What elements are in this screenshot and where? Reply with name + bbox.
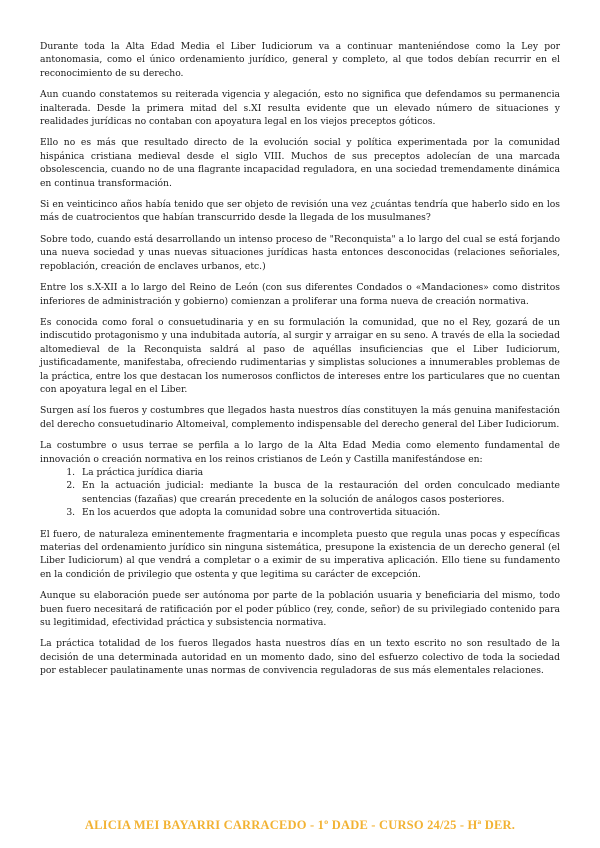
paragraph: Es conocida como foral o consuetudinaria y en su formulación la comunidad, que no el Rey, gozará de un indiscutido protagonismo y una indubitada autoría, al surgir y arraigar en su seno. A través de ella la sociedad altomedieval de la Reconquista saldrá al paso de aquéllas insuficiencias que el Liber Iudiciorum, justificadamente, manifestaba, ofreciendo rudimentarias y simplistas soluciones a innumerables problemas de la práctica, entre los que destacan los numerosos conflictos de intereses entre los particulares que no cuentan con apoyatura legal en el Liber. bbox=[40, 316, 560, 395]
paragraph: Si en veinticinco años había tenido que ser objeto de revisión una vez ¿cuántas tendría que haberlo sido en los más de cuatrocientos que habían transcurrido desde la llegada de los musulmanes? bbox=[40, 199, 560, 224]
paragraph: Aunque su elaboración puede ser autónoma por parte de la población usuaria y beneficiaria del mismo, todo buen fuero necesitará de ratificación por el poder público (rey, conde, señor) de su privilegiado contenido para su legitimidad, efectividad práctica y subsistencia normativa. bbox=[40, 590, 560, 629]
paragraph: Surgen así los fueros y costumbres que llegados hasta nuestros días constituyen la más genuina manifestación del derecho consuetudinario Altomeival, complemento indispensable del derecho general del Liber Iudiciorum. bbox=[40, 405, 560, 430]
paragraph: El fuero, de naturaleza eminentemente fragmentaria e incompleta puesto que regula unas pocas y específicas materias del ordenamiento jurídico sin ninguna sistemática, presupone la existencia de un derecho general (el Liber Iudiciorum) al que vendrá a completar o a eximir de su imperativa aplicación. Ello tiene su fundamento en la condición de privilegio que ostenta y que legitima su carácter de excepción. bbox=[40, 528, 560, 580]
paragraph: Durante toda la Alta Edad Media el Liber Iudiciorum va a continuar manteniéndose como la Ley por antonomasia, como el único ordenamiento jurídico, general y completo, al que todos debían recurrir en el reconocimiento de su derecho. bbox=[40, 41, 560, 79]
list-item: 3. En los acuerdos que adopta la comunidad sobre una controvertida situación. bbox=[78, 506, 560, 519]
numbered-list bbox=[40, 466, 560, 520]
paragraph: La práctica totalidad de los fueros llegados hasta nuestros días en un texto escrito no son resultado de la decisión de una determinada autoridad en un momento dado, sino del esfuerzo colectivo de toda la sociedad por establecer paulatinamente unas normas de convivencia reguladoras de sus más elementales relaciones. bbox=[40, 638, 560, 677]
paragraph: Sobre todo, cuando está desarrollando un intenso proceso de "Reconquista" a lo largo del cual se está forjando una nueva sociedad y unas nuevas situaciones jurídicas hasta entonces desconocidas (relaciones señoriales, repoblación, creación de enclaves urbanos, etc.) bbox=[40, 233, 560, 272]
list-item: 2. En la actuación judicial: mediante la busca de la restauración del orden conculcado mediante sentencias (fazañas) que crearán precedente en la solución de análogos casos posteriores. bbox=[78, 479, 560, 506]
page-footer: ALICIA MEI BAYARRI CARRACEDO - 1º DADE - CURSO 24/25 - Hª DER. bbox=[84, 818, 516, 832]
paragraph: Ello no es más que resultado directo de la evolución social y política experimentada por la comunidad hispánica cristiana medieval desde el siglo VIII. Muchos de sus preceptos adolecían de una marcada obsolescencia, cuando no de una flagrante incapacidad reguladora, en una sociedad tremendamente dinámica en continua transformación. bbox=[40, 137, 560, 189]
paragraph: Aun cuando constatemos su reiterada vigencia y alegación, esto no significa que defendamos su permanencia inalterada. Desde la primera mitad del s.XI resulta evidente que un elevado número de situaciones y realidades jurídicas no contaban con apoyatura legal en los viejos preceptos góticos. bbox=[40, 89, 560, 128]
list-item: 1. La práctica jurídica diaria bbox=[78, 466, 560, 479]
paragraph: La costumbre o usus terrae se perfila a lo largo de la Alta Edad Media como elemento fundamental de innovación o creación normativa en los reinos cristianos de León y Castilla manifestándose en: bbox=[40, 440, 560, 465]
paragraph: Entre los s.X-XII a lo largo del Reino de León (con sus diferentes Condados o «Mandaciones» como distritos inferiores de administración y gobierno) comienzan a proliferar una forma nueva de creación normativa. bbox=[40, 282, 560, 307]
